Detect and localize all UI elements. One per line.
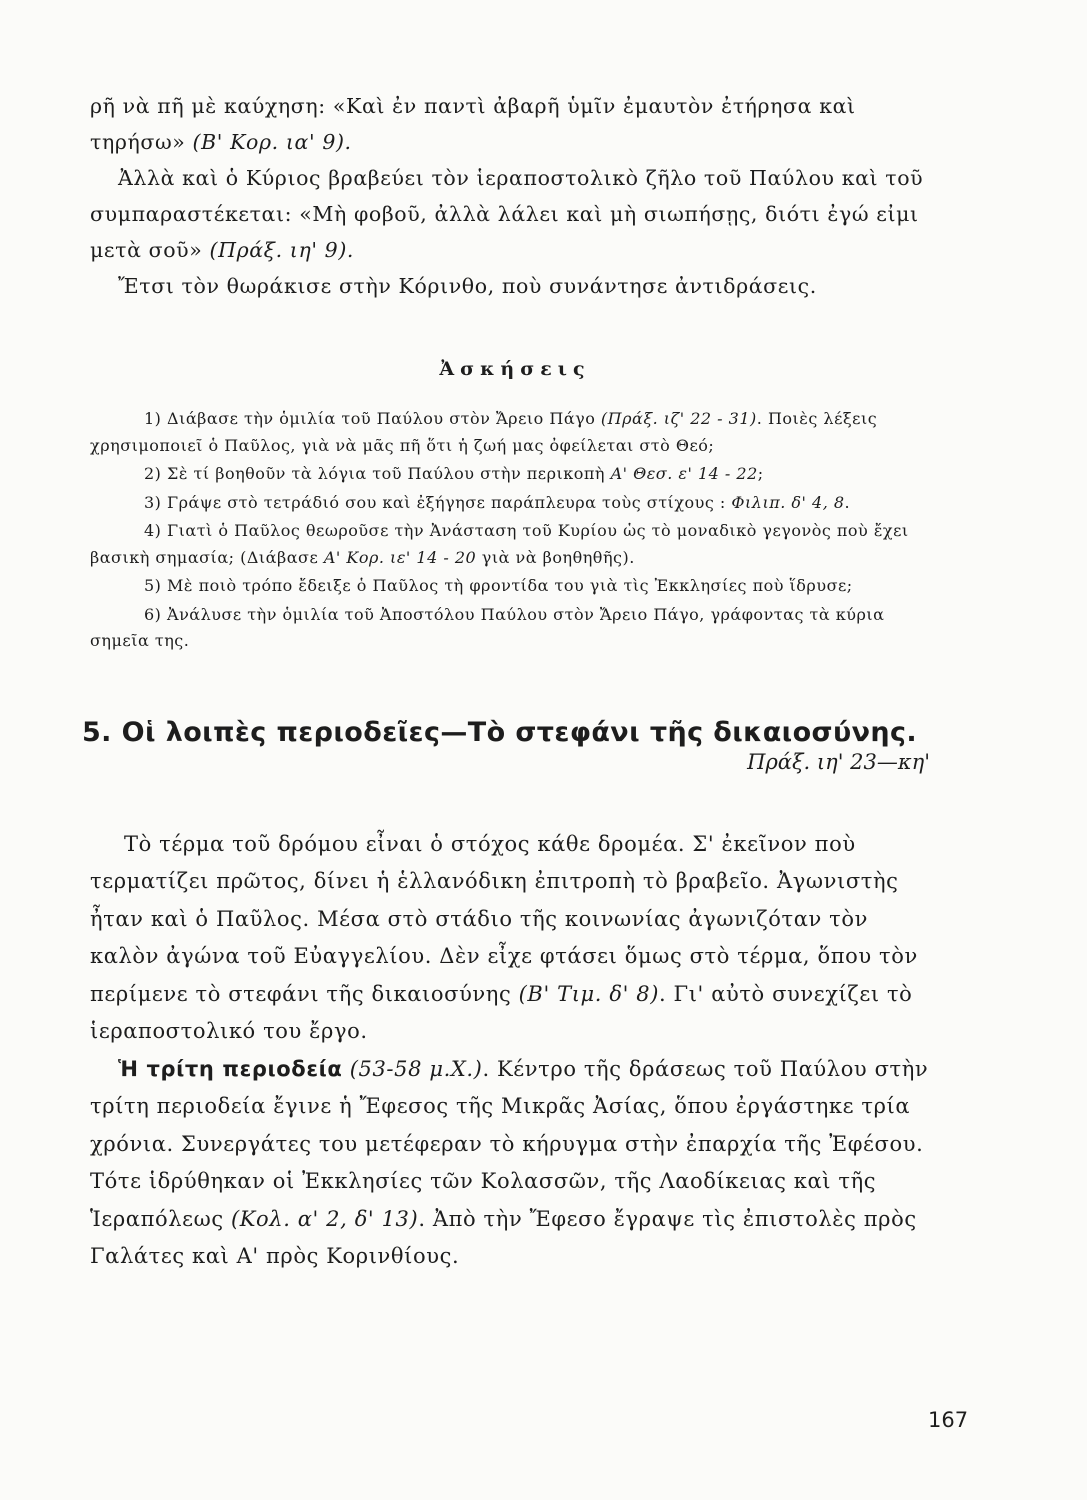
scripture-reference: (Πράξ. ιη' 9). bbox=[209, 238, 355, 262]
exercise-item: 2) Σὲ τί βοηθοῦν τὰ λόγια τοῦ Παύλου στὴν περικοπὴ Α' Θεσ. ε' 14 - 22; bbox=[144, 464, 764, 483]
scripture-reference: (Β' Κορ. ια' 9). bbox=[192, 130, 352, 154]
scripture-reference: Α' Κορ. ιε' 14 - 20 bbox=[323, 547, 477, 567]
text: Ἀλλὰ καὶ ὁ Κύριος βραβεύει τὸν ἱεραποστολικὸ ζῆλο τοῦ Παύλου καὶ τοῦ συμπαραστέκεται: «Μὴ φοβοῦ, ἀλλὰ λάλει καὶ μὴ σιωπήσῃς, διότι ἐγώ εἰμι μετὰ σοῦ» bbox=[90, 166, 924, 262]
exercise-item: 1) Διάβασε τὴν ὁμιλία τοῦ Παύλου στὸν Ἄρειο Πάγο (Πράξ. ιζ' 22 - 31). Ποιὲς λέξεις χρησιμοποιεῖ ὁ Παῦλος, γιὰ νὰ μᾶς πῆ ὅτι ἡ ζωή μας ὀφείλεται στὸ Θεό; bbox=[90, 409, 878, 455]
text: Ἔτσι τὸν θωράκισε στὴν Κόρινθο, ποὺ συνάντησε ἀντιδράσεις. bbox=[118, 274, 817, 298]
scripture-reference: Φιλιπ. δ' 4, 8 bbox=[731, 492, 845, 512]
exercise-item: 4) Γιατὶ ὁ Παῦλος θεωροῦσε τὴν Ἀνάσταση τοῦ Κυρίου ὡς τὸ μοναδικὸ γεγονὸς ποὺ ἔχει βασικὴ σημασία; (Διάβασε Α' Κορ. ιε' 14 - 20 γιὰ νὰ βοηθηθῆς). bbox=[90, 521, 909, 567]
scripture-reference: (Κολ. α' 2, δ' 13) bbox=[230, 1206, 419, 1231]
paragraph bbox=[90, 268, 940, 304]
exercise-list bbox=[90, 406, 940, 655]
exercise-item: 6) Ἀνάλυσε τὴν ὁμιλία τοῦ Ἀποστόλου Παύλου στὸν Ἄρειο Πάγο, γράφοντας τὰ κύρια σημεῖα της. bbox=[90, 604, 885, 650]
scripture-reference: (Πράξ. ιζ' 22 - 31) bbox=[600, 409, 757, 428]
paragraph bbox=[90, 88, 940, 160]
paragraph: Τὸ τέρμα τοῦ δρόμου εἶναι ὁ στόχος κάθε δρομέα. Σ' ἐκεῖνον ποὺ τερματίζει πρῶτος, δίνει ἡ ἑλλανόδικη ἐπιτροπὴ τὸ βραβεῖο. Ἀγωνιστὴς ἦταν καὶ ὁ Παῦλος. Μέσα στὸ στάδιο τῆς κοινωνίας ἀγωνιζόταν τὸν καλὸν ἀγώνα τοῦ Εὐαγγελίου. Δὲν εἶχε φτάσει ὅμως στὸ τέρμα, ὅπου τὸν περίμενε τὸ στεφάνι τῆς δικαιοσύνης (Β' Τιμ. δ' 8). Γι' αὐτὸ συνεχίζει τὸ ἱεραποστολικό του ἔργο. bbox=[90, 831, 918, 1043]
section-reference: Πράξ. ιη' 23—κη' bbox=[747, 749, 930, 774]
paragraph: Ἡ τρίτη περιοδεία (53-58 μ.Χ.). Κέντρο τῆς δράσεως τοῦ Παύλου στὴν τρίτη περιοδεία ἔγινε ἡ Ἔφεσος τῆς Μικρᾶς Ἀσίας, ὅπου ἐργάστηκε τρία χρόνια. Συνεργάτες του μετέφεραν τὸ κήρυγμα στὴν ἐπαρχία τῆς Ἐφέσου. Τότε ἱδρύθηκαν οἱ Ἐκκλησίες τῶν Κολασσῶν, τῆς Λαοδίκειας καὶ τῆς Ἱεραπόλεως (Κολ. α' 2, δ' 13). Ἀπὸ τὴν Ἔφεσο ἔγραψε τὶς ἐπιστολὲς πρὸς Γαλάτες καὶ Α' πρὸς Κορινθίους. bbox=[90, 1056, 929, 1268]
section-title: 5. Οἱ λοιπὲς περιοδεῖες—Τὸ στεφάνι τῆς δικαιοσύνης. bbox=[82, 716, 918, 748]
exercises-heading: Ἀσκήσεις bbox=[439, 358, 591, 380]
exercise-item: 5) Μὲ ποιὸ τρόπο ἔδειξε ὁ Παῦλος τὴ φροντίδα του γιὰ τὶς Ἐκκλησίες ποὺ ἵδρυσε; bbox=[144, 576, 853, 595]
paragraph bbox=[90, 160, 940, 268]
subheading: Ἡ τρίτη περιοδεία bbox=[118, 1056, 343, 1081]
page-number: 167 bbox=[928, 1408, 969, 1432]
exercise-item: 3) Γράψε στὸ τετράδιό σου καὶ ἐξήγησε παράπλευρα τοὺς στίχους : Φιλιπ. δ' 4, 8. bbox=[144, 492, 851, 512]
date-reference: (53-58 μ.Χ.) bbox=[342, 1056, 483, 1081]
text: ρῆ νὰ πῆ μὲ καύχηση: «Καὶ ἐν παντὶ ἀβαρῆ ὑμῖν ἐμαυτὸν ἐτήρησα καὶ τηρήσω» bbox=[90, 94, 856, 154]
page-content bbox=[82, 88, 940, 1276]
scripture-reference: (Β' Τιμ. δ' 8) bbox=[518, 981, 659, 1006]
scripture-reference: Α' Θεσ. ε' 14 - 22 bbox=[610, 464, 758, 483]
